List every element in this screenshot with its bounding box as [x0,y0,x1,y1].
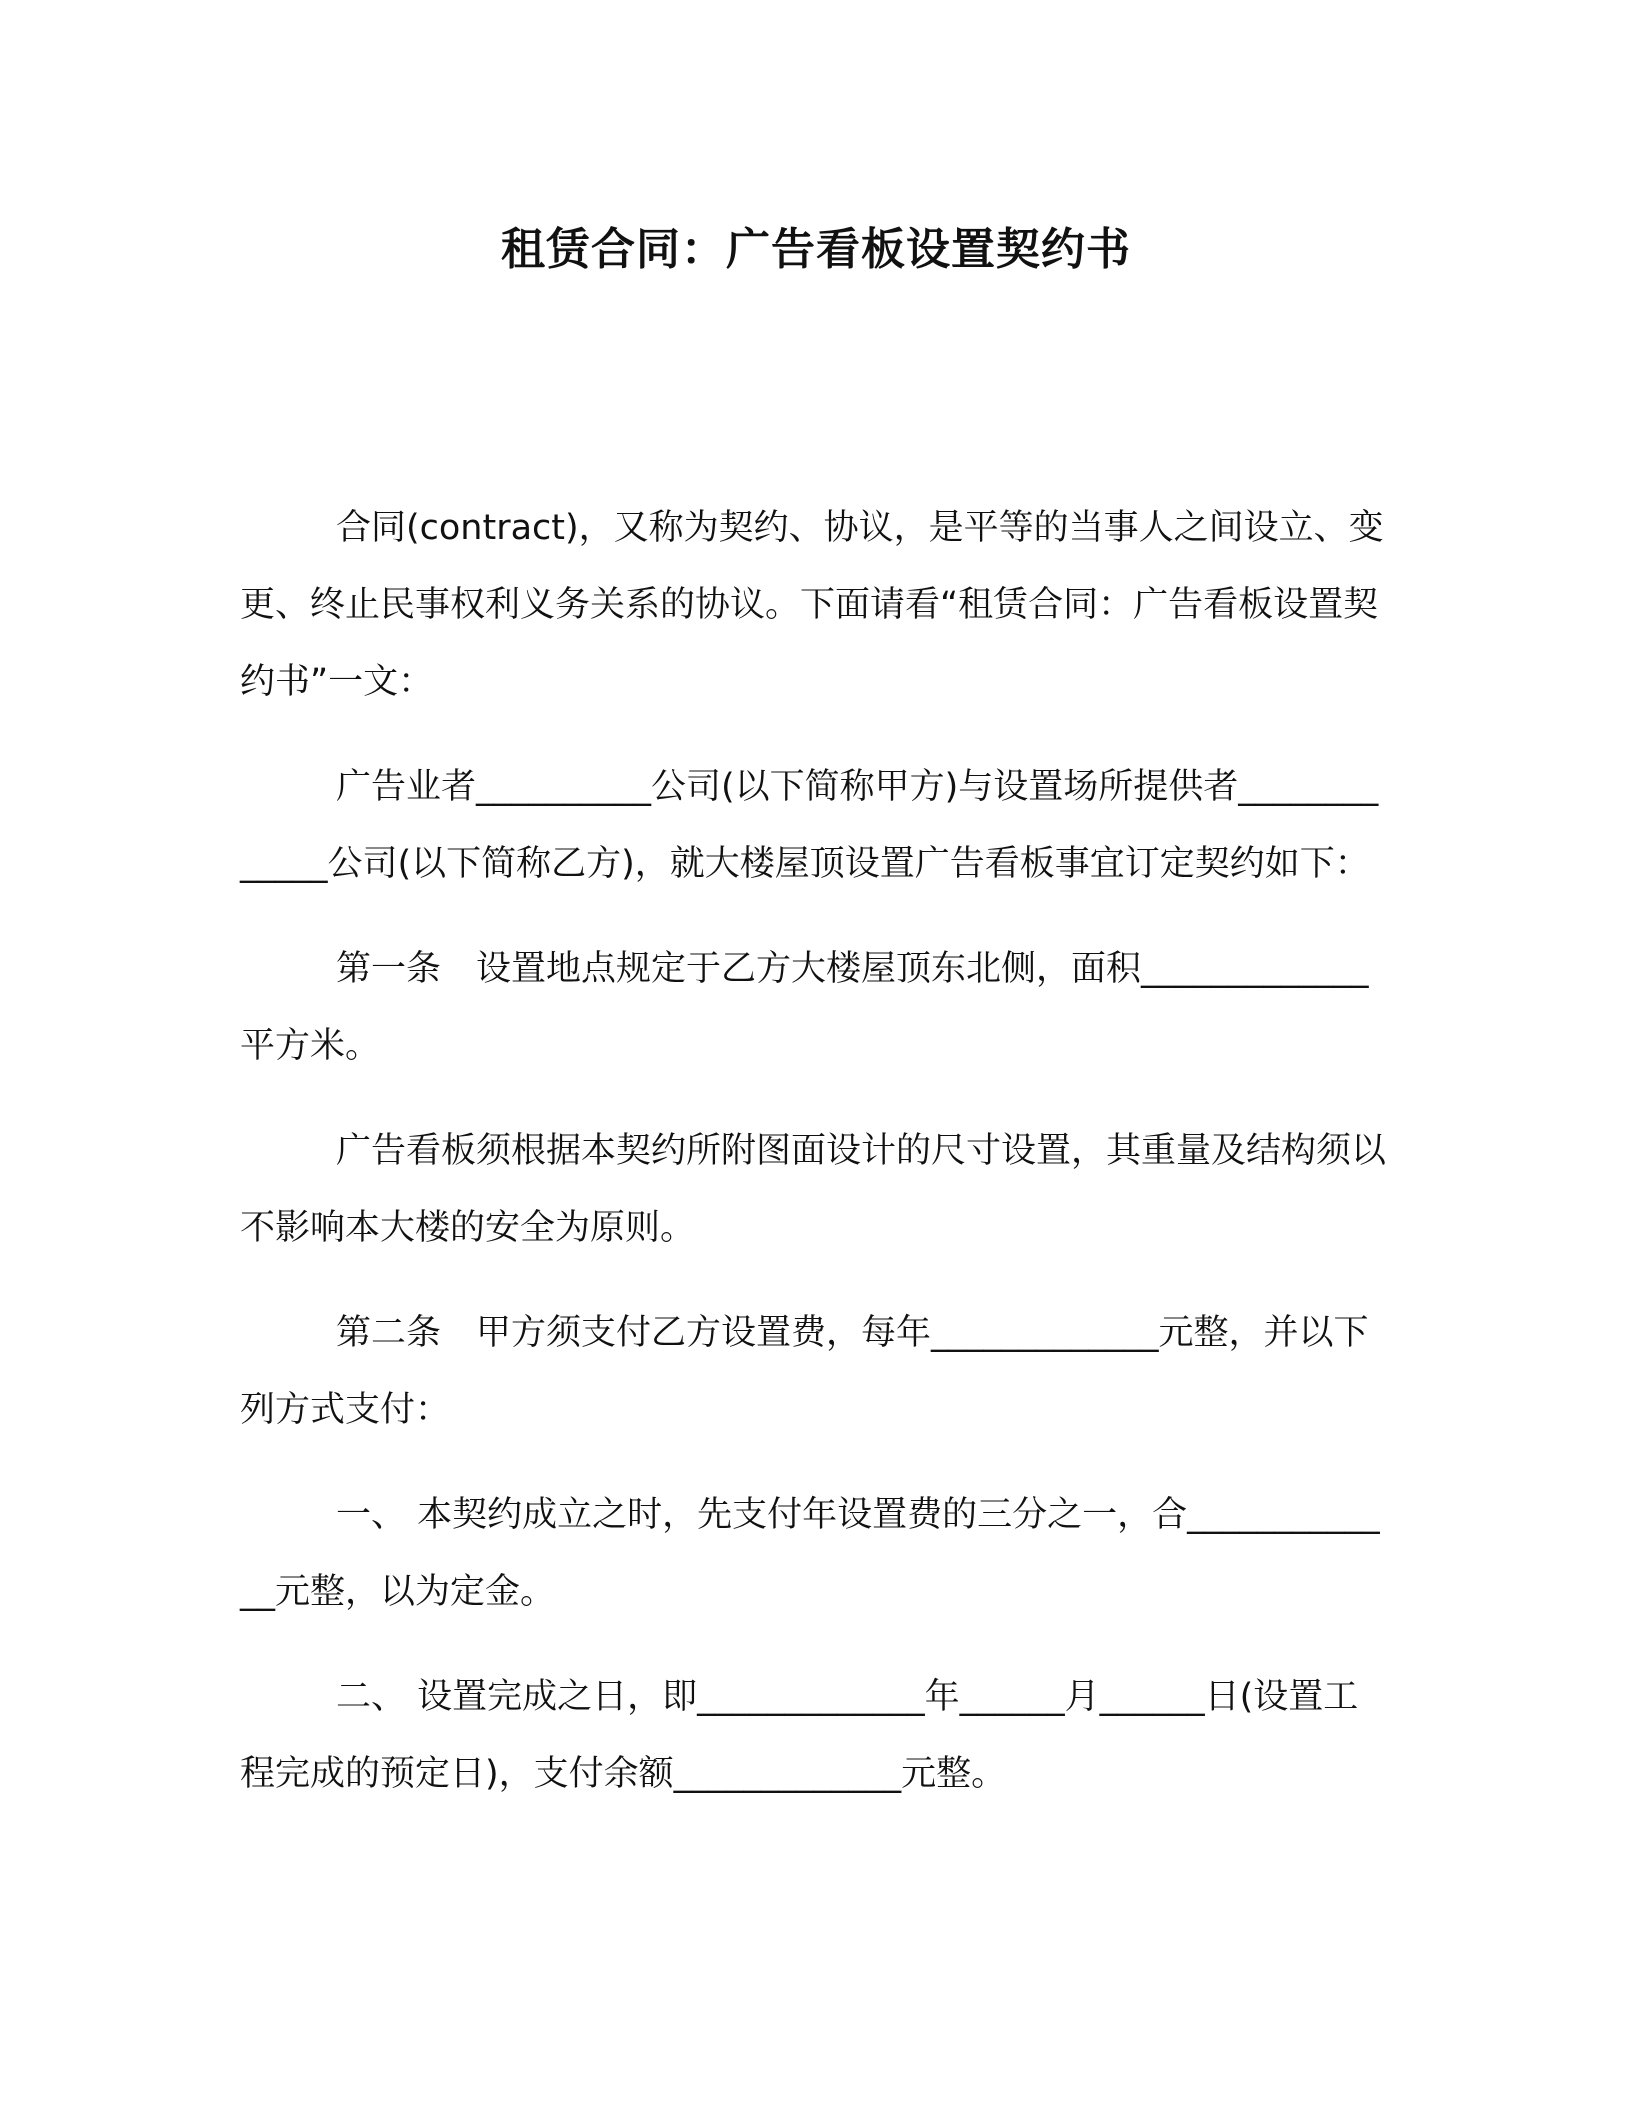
paragraph-intro: 合同(contract)，又称为契约、协议，是平等的当事人之间设立、变更、终止民事权利义务关系的协议。下面请看“租赁合同：广告看板设置契约书”一文： [240,508,1384,702]
paragraph-article-2: 第二条 甲方须支付乙方设置费，每年_____________元整，并以下列方式支付： [240,1313,1369,1430]
paragraph-payment-2: 二、 设置完成之日，即_____________年______月______日(设置工程完成的预定日)，支付余额_____________元整。 [240,1677,1359,1794]
document-body [240,490,1390,1813]
document-title: 租赁合同：广告看板设置契约书 [501,224,1131,275]
paragraph-article-1-detail: 广告看板须根据本契约所附图面设计的尺寸设置，其重量及结构须以不影响本大楼的安全为原则。 [240,1131,1387,1248]
paragraph-article-1: 第一条 设置地点规定于乙方大楼屋顶东北侧，面积_____________平方米。 [240,949,1369,1066]
paragraph-payment-1: 一、 本契约成立之时，先支付年设置费的三分之一，合_____________元整，以为定金。 [240,1495,1380,1612]
paragraph-parties: 广告业者__________公司(以下简称甲方)与设置场所提供者_____________公司(以下简称乙方)，就大楼屋顶设置广告看板事宜订定契约如下： [240,767,1379,884]
